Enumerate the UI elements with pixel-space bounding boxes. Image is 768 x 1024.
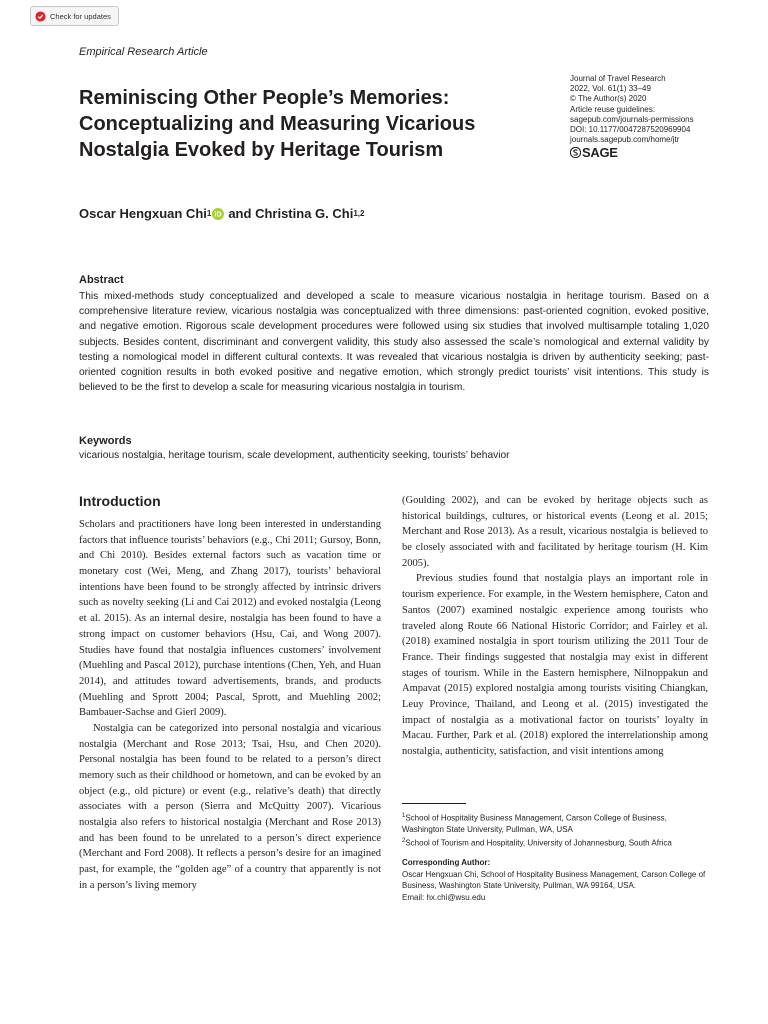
journal-homepage-link[interactable]: journals.sagepub.com/home/jtr [570,135,680,145]
check-for-updates-label: Check for updates [50,11,111,21]
orcid-icon[interactable] [212,208,224,220]
sage-logo-icon [570,147,581,158]
body-column-right [402,493,708,760]
reuse-guidelines-link[interactable]: sagepub.com/journals-permissions [570,114,694,124]
affiliation-1-text: School of Hospitality Business Management, Carson College of Business, Washington State University, Pullman, WA, USA [402,813,667,835]
svg-text:iD: iD [214,211,222,219]
keywords-text: vicarious nostalgia, heritage tourism, scale development, authenticity seeking, tourists’ behavior [79,450,510,461]
article-title: Reminiscing Other People’s Memories: Conceptualizing and Measuring Vicarious Nostalgia Evoked by Heritage Tourism [79,87,476,161]
email-label: Email: [402,892,425,902]
journal-volume: 2022, Vol. 61(1) 33–49 [570,84,651,94]
affiliation-2-number: 2 [402,837,406,844]
corresponding-author-email [402,892,708,904]
footnote-divider [402,803,466,804]
affiliation-2 [402,836,708,849]
doi-link[interactable]: DOI: 10.1177/0047287520969904 [570,125,691,135]
check-for-updates-button[interactable] [30,6,119,26]
body-column-left [79,517,381,894]
journal-info [570,74,760,158]
affiliation-1 [402,811,708,836]
body-paragraph: Scholars and practitioners have long been interested in understanding factors that influence tourists’ behaviors (e.g., Chi 2011; Gursoy, Bonn, and Chi 2010). Besides external factors such as vacation time or monetary cost (Wei, Meng, and Zhang 2017), tourists’ behavioral intentions have been found to be strongly affected by intrinsic drivers such as novelty seeking (Li and Cai 2012) and evoked nostalgia (Leong et al. 2015). As an internal desire, nostalgia has been found to have a strong impact on customer behaviors (Hsu, Cai, and Wong 2007). Studies have found that nostalgia influences customers’ involvement (Muehling and Pascal 2012), purchase intentions (Chen, Yeh, and Huan 2014), and attitudes toward advertisements, brands, and products (Muehling and Sprott 2004; Pascal, Sprott, and Muehling 2002; Bambauer-Sachse and Gierl 2009). [79,519,381,719]
corresponding-author-text: Oscar Hengxuan Chi, School of Hospitality Business Management, Carson College of Business, Washington State University, Pullman, WA 99164, USA. [402,869,706,891]
body-paragraph: Nostalgia can be categorized into personal nostalgia and vicarious nostalgia (Merchant and Rose 2013; Tsai, Hsu, and Chen 2020). Personal nostalgia has been found to be related to a person’s direct memory such as their childhood or hometown, and can be evoked by an object (e.g., old picture) or event (e.g., relative’s death) that directly associates with a person (Sierra and McQuitty 2007). Vicarious nostalgia also refers to historical nostalgia (Merchant and Rose 2013) and has been found to be unrelated to a person’s direct experience (Merchant and Ford 2008). It reflects a person’s desire for an imagined past, for example, the “golden age” of a country that apparently is not in a person’s living memory [79,722,381,891]
copyright: © The Author(s) 2020 [570,94,647,104]
body-paragraph: Previous studies found that nostalgia plays an important role in tourism experience. For example, in the Western hemisphere, Caton and Santos (2007) examined nostalgic experience among tourists who traveled along Route 66 National Historic Corridor; and Fairley et al. (2018) examined nostalgia in sport tourism utilizing the 2011 Tour de France. Their findings suggested that nostalgia may exist in different stages of tourism. While in the Eastern hemisphere, Nilnoppakun and Ampavat (2015) explored nostalgia among tourists visiting Chiangkan, Leuy Province, Thailand, and Leong et al. (2015) investigated the impact of nostalgia as a motivational factor on tourists’ loyalty in Macau. Further, Park et al. (2018) explored the interrelationship among nostalgia, authenticity, satisfaction, and visit intentions among [402,573,708,757]
affiliation-1-number: 1 [402,813,406,819]
affiliation-2-text: School of Tourism and Hospitality, University of Johannesburg, South Africa [405,838,672,848]
abstract-text: This mixed-methods study conceptualized and developed a scale to measure vicarious nostalgia in heritage tourism. Based on a comprehensive literature review, vicarious nostalgia was conceptualized with three dimensions: past-oriented cognition, evoked positive, and negative emotion. Rigorous scale development procedures were followed using six studies that involved multisample totaling 1,020 subjects. Besides content, discriminant and convergent validity, this study also assessed the scale’s nomological and external validity by testing a nomological model in different cultural contexts. It was revealed that vicarious nostalgia is driven by authenticity seeking; past-oriented cognition results in both evoked positive and negative emotion, which strongly predict tourists’ visit intentions. This study is believed to be the first to develop a scale for measuring vicarious nostalgia in tourism. [79,291,709,394]
authors-line: Oscar Hengxuan Chi 1 iD and Christina G. Chi 1,2 [79,206,365,221]
author-2-name: Christina G. Chi [255,206,354,221]
reuse-guidelines-label: Article reuse guidelines: [570,104,655,114]
sage-logo-text: SAGE [582,144,618,160]
check-updates-icon [35,11,46,22]
corresponding-author-heading: Corresponding Author: [402,858,491,868]
body-paragraph: (Goulding 2002), and can be evoked by heritage objects such as historical buildings, cultures, or historical events (Leong et al. 2015; Merchant and Rose 2013). As a result, vicarious nostalgia is believed to be closely associated with and facilitated by heritage tourism (H. Kim 2005). [402,495,708,569]
introduction-heading: Introduction [79,493,161,509]
footnotes [402,811,708,903]
author-1-name: Oscar Hengxuan Chi [79,206,207,221]
abstract-heading: Abstract [79,274,124,286]
keywords-heading: Keywords [79,435,132,447]
journal-name: Journal of Travel Research [570,74,666,83]
email-link[interactable]: hx.chi@wsu.edu [426,892,486,902]
author-connector: and [228,206,252,221]
article-type: Empirical Research Article [79,46,208,58]
sage-logo [570,144,760,160]
